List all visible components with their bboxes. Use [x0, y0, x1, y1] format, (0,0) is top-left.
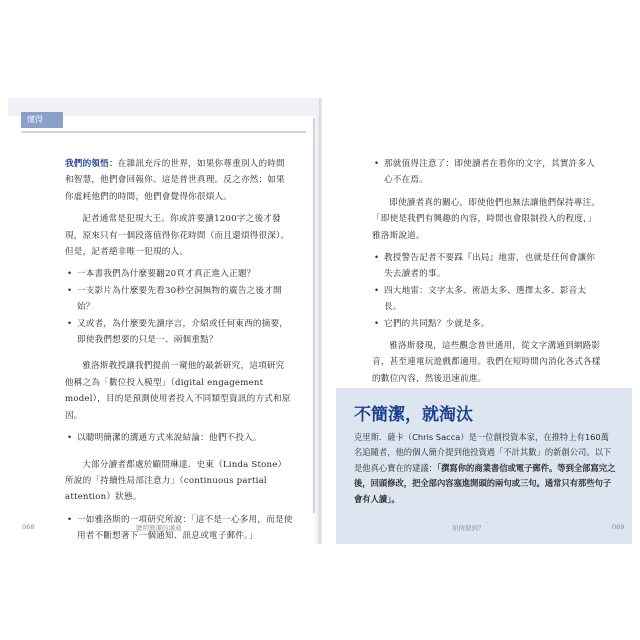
- margin-rule: [313, 118, 315, 513]
- paragraph: 即使讀者真的關心，即使他們也無法讓他們保持專注。「即使是我們有興趣的內容，時間也會限制投入的程度，」雅洛斯說道。: [372, 197, 601, 241]
- page-number: 069: [612, 523, 625, 531]
- callout-box: [336, 388, 632, 544]
- paragraph: 雅洛斯發現，這些觀念普世通用，從文字溝通到網路影音，甚至連電玩遊戲都適用。我們在短時間內消化各式各樣的數位內容，然後迅速前進。: [372, 341, 601, 384]
- right-page: [322, 98, 632, 544]
- bullet-list: [65, 266, 293, 348]
- list-item: • 教授警告記者不要踩『出局』地雷，也就是任何會讓你失去讀者的事。: [372, 250, 602, 283]
- left-page: [8, 98, 320, 544]
- list-item: • 以聰明簡潔的溝通方式來說結論：他們不投入。: [65, 430, 293, 446]
- list-item: • 它們的共同點？少就是多。: [372, 316, 602, 332]
- list-item: • 四大地雷：文字太多、術語太多、選擇太多、影音太長。: [372, 283, 602, 316]
- page-number: 068: [22, 523, 35, 531]
- left-body: [65, 156, 293, 545]
- list-item: • 一如雅洛斯的一項研究所說：「這不是一心多用，而是使用者不斷想著下一個通知、訊息或電子郵件。」: [65, 512, 293, 545]
- list-item: • 一本書我們為什麼要翻20頁才真正進入正題？: [65, 266, 293, 282]
- book-spread: [8, 98, 632, 544]
- running-title: 如何做到？: [452, 524, 485, 532]
- paragraph: 雅洛斯教授讓我們提前一窺他的最新研究，這項研究他稱之為「數位投入模型」（digital engagement model），目的是預測使用者投入不同類型資訊的方式和原因。: [65, 361, 291, 421]
- lead-heading: 我們的領悟：: [65, 159, 118, 169]
- section-tab: 懂得: [21, 112, 63, 128]
- bullet-list: [65, 430, 293, 446]
- callout-body: 克里斯．薩卡（Chris Sacca）是一位創投資本家，在推特上有160萬名追隨者，他的個人簡介提到他投資過「不計其數」的新創公司。以下是他真心寶在的建議：「撰寫你的商業書信或電子郵件。等到全部寫完之後，回頭修改，把全部內容塞進開頭的兩句或三句。通常只有那些句子會有人讀」。: [354, 432, 616, 504]
- paragraph: 記者通常是犯規大王。你或許要讀1200字之後才發現，原來只有一個段落值得你花時間（而且還煩得很深）。但是，記者絕非唯一犯規的人。: [65, 214, 290, 258]
- callout-emphasis: 「撰寫你的商業書信或電子郵件。等到全部寫完之後，回頭修改，把全部內容塞進開頭的兩句或三句。通常只有那些句子會有人讀」。: [354, 462, 616, 504]
- running-title: 聰明簡潔的溝通: [136, 524, 182, 532]
- list-item: • 那就值得注意了：即使讀者在看你的文字，其實許多人心不在焉。: [372, 156, 602, 189]
- header-rule: [21, 131, 306, 133]
- right-body: [372, 156, 602, 387]
- list-item: • 又或者，為什麼要先讀序言，介紹或任何東西的摘要，即使我們想要的只是一、兩個重點？: [65, 316, 293, 349]
- list-item: • 一支影片為什麼要先看30秒空洞無物的廣告之後才開始？: [65, 283, 293, 316]
- paragraph: 我們的領悟：在雜訊充斥的世界，如果你尊重別人的時間和智慧，他們會回報你。這是普世真理。反之亦然：如果你虛耗他們的時間，他們會覺得你很煩人。: [65, 159, 285, 202]
- paragraph: 大部分讀者都處於顧問琳達．史東（Linda Stone）所說的「持續性局部注意力」（continuous partial attention）狀態。: [65, 459, 287, 503]
- bullet-list: [372, 156, 602, 189]
- callout-title: 不簡潔，就淘汰: [354, 405, 473, 425]
- bullet-list: [372, 250, 602, 332]
